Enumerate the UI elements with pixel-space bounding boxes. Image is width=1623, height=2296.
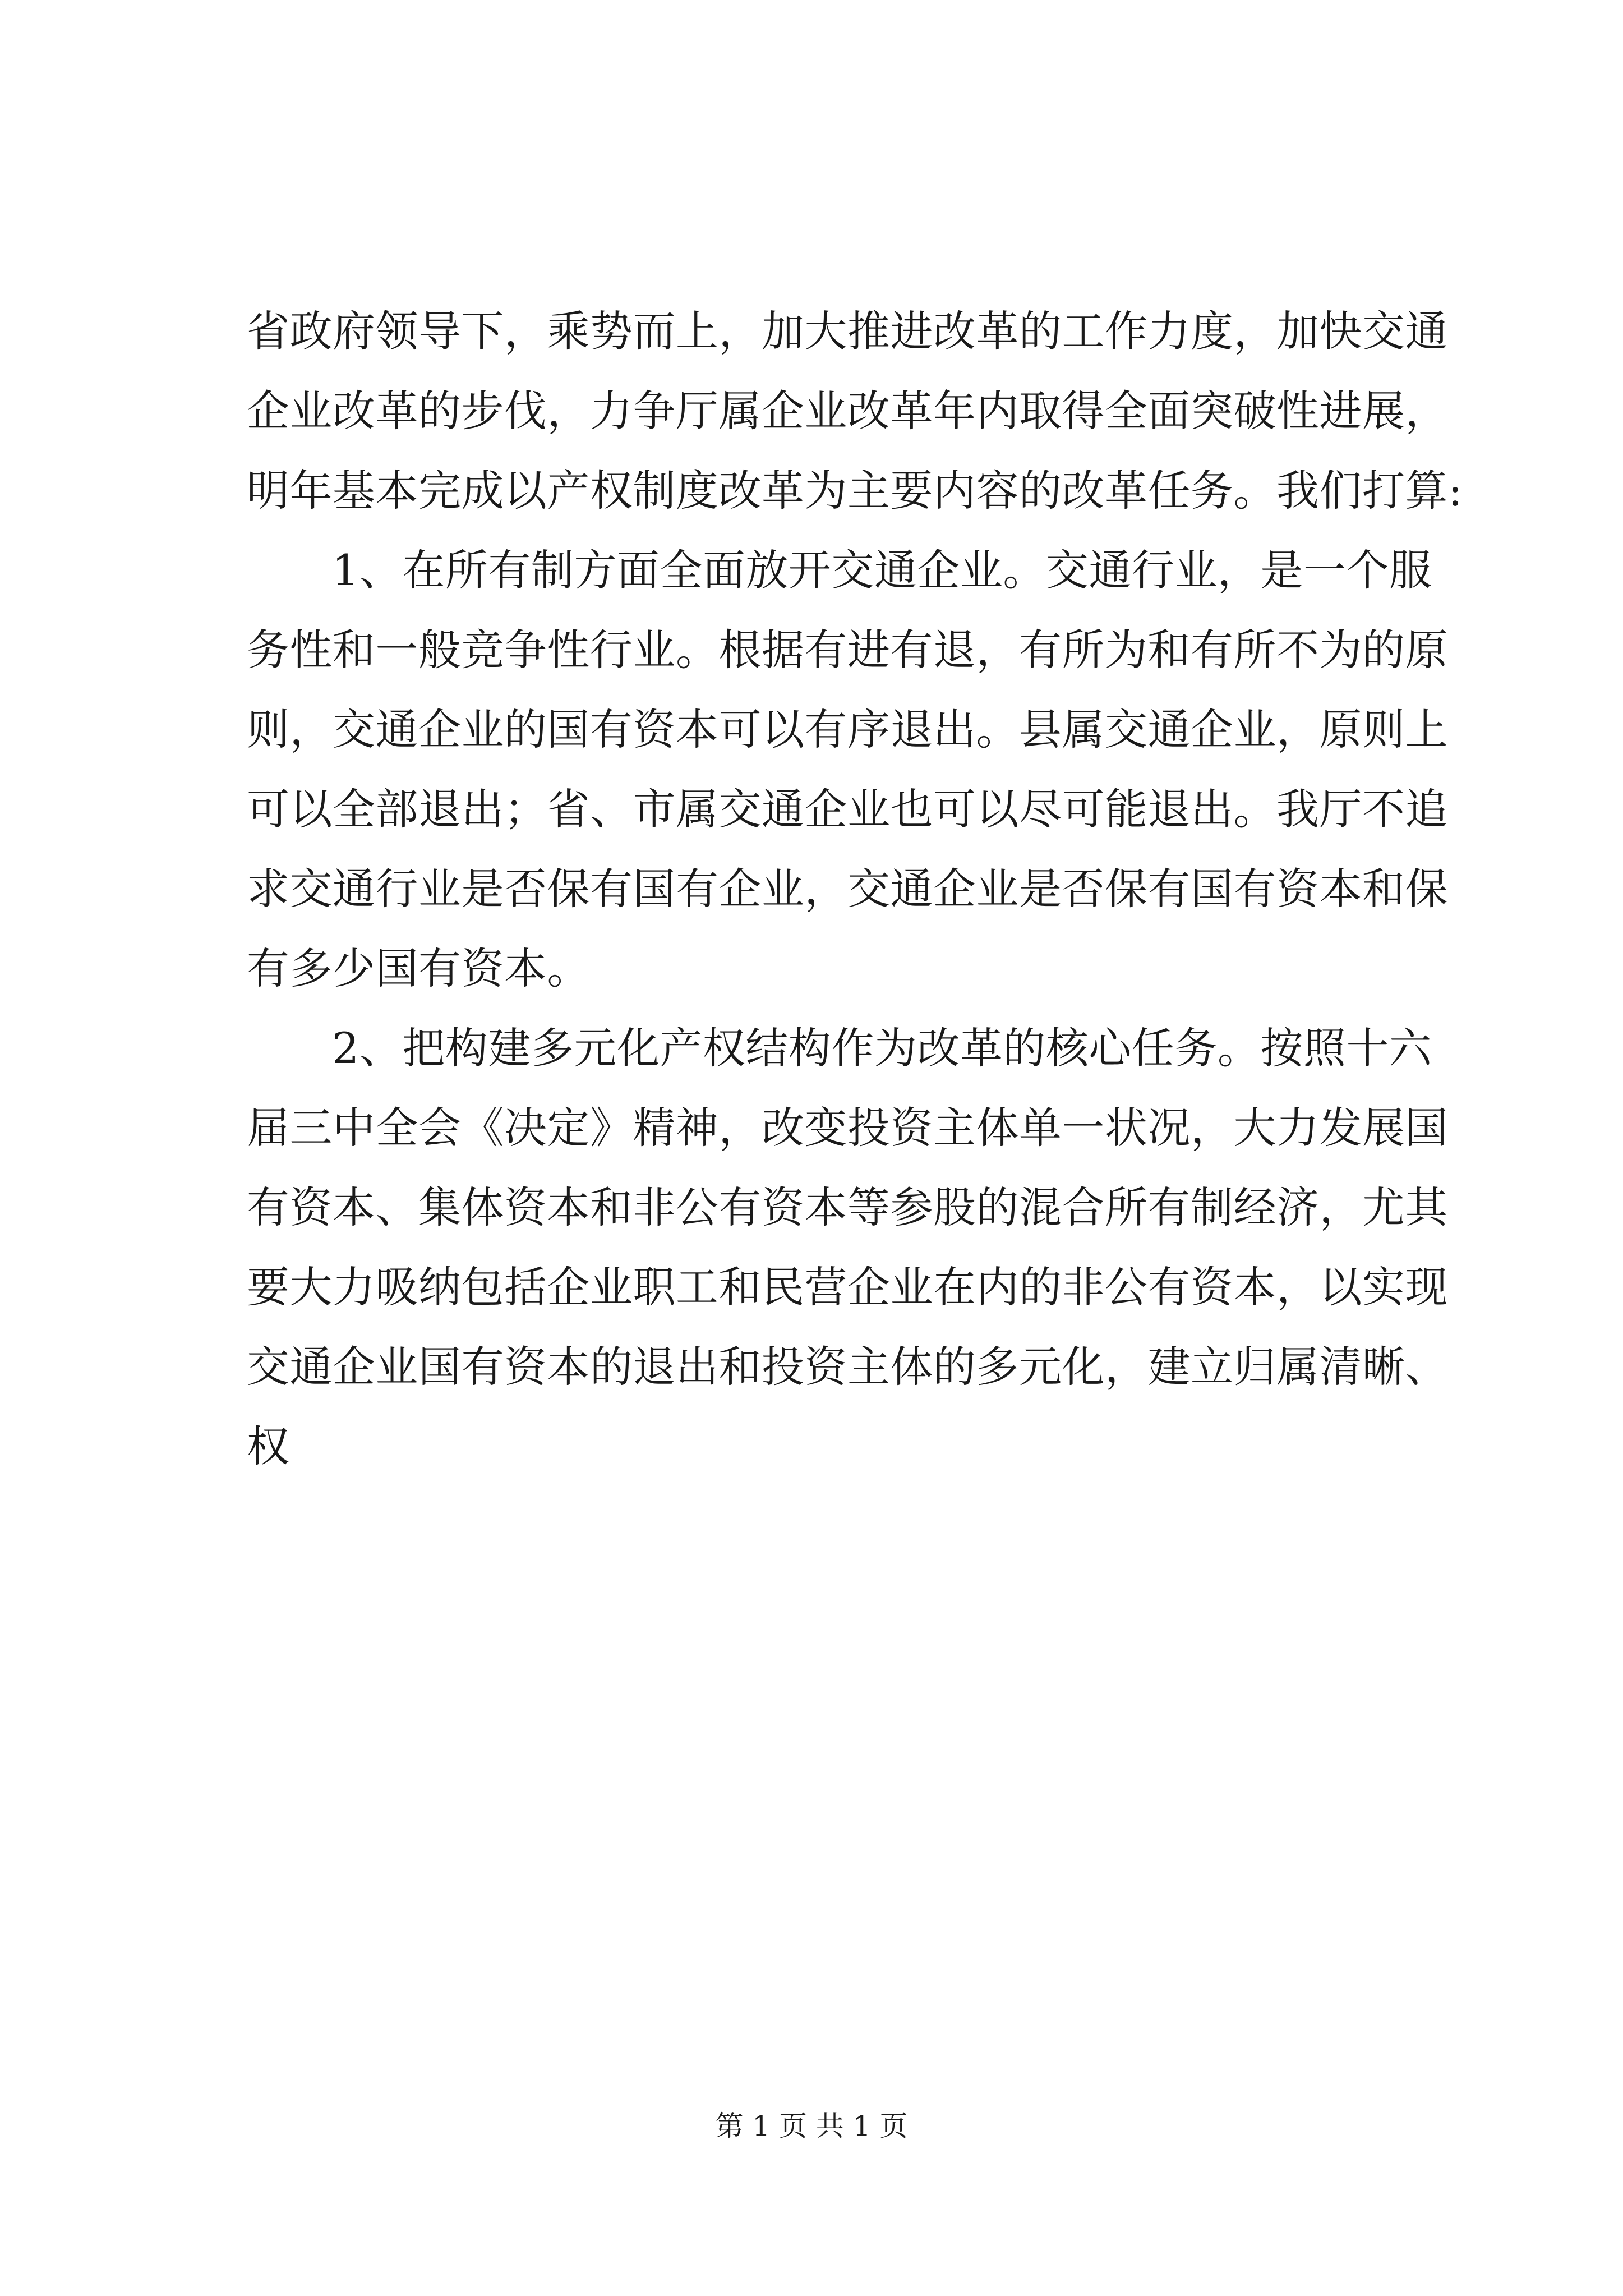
text-line: 权	[247, 1421, 290, 1471]
text-line: 可以全部退出；省、市属交通企业也可以尽可能退出。我厅不追	[247, 784, 1448, 834]
paragraph-first-line: 2、把构建多元化产权结构作为改革的核心任务。按照十六	[332, 1023, 1432, 1073]
document-body	[247, 292, 1463, 1487]
text-line: 求交通行业是否保有国有企业，交通企业是否保有国有资本和保	[247, 864, 1448, 914]
text-line: 明年基本完成以产权制度改革为主要内容的改革任务。我们打算:	[247, 466, 1463, 516]
page-number-label: 第 1 页 共 1 页	[715, 2110, 908, 2142]
paragraph-first-line: 1、在所有制方面全面放开交通企业。交通行业，是一个服	[332, 545, 1432, 595]
page-footer	[0, 2109, 1623, 2143]
text-line: 有多少国有资本。	[247, 944, 590, 993]
text-line: 企业改革的步伐，力争厅属企业改革年内取得全面突破性进展，	[247, 386, 1448, 436]
text-line: 交通企业国有资本的退出和投资主体的多元化，建立归属清晰、	[247, 1342, 1448, 1392]
text-line: 则，交通企业的国有资本可以有序退出。县属交通企业，原则上	[247, 705, 1448, 754]
text-line: 省政府领导下，乘势而上，加大推进改革的工作力度，加快交通	[247, 306, 1448, 356]
text-line: 要大力吸纳包括企业职工和民营企业在内的非公有资本，以实现	[247, 1262, 1448, 1312]
text-line: 务性和一般竞争性行业。根据有进有退，有所为和有所不为的原	[247, 625, 1448, 675]
text-line: 届三中全会《决定》精神，改变投资主体单一状况，大力发展国	[247, 1103, 1448, 1153]
text-line: 有资本、集体资本和非公有资本等参股的混合所有制经济，尤其	[247, 1182, 1448, 1232]
